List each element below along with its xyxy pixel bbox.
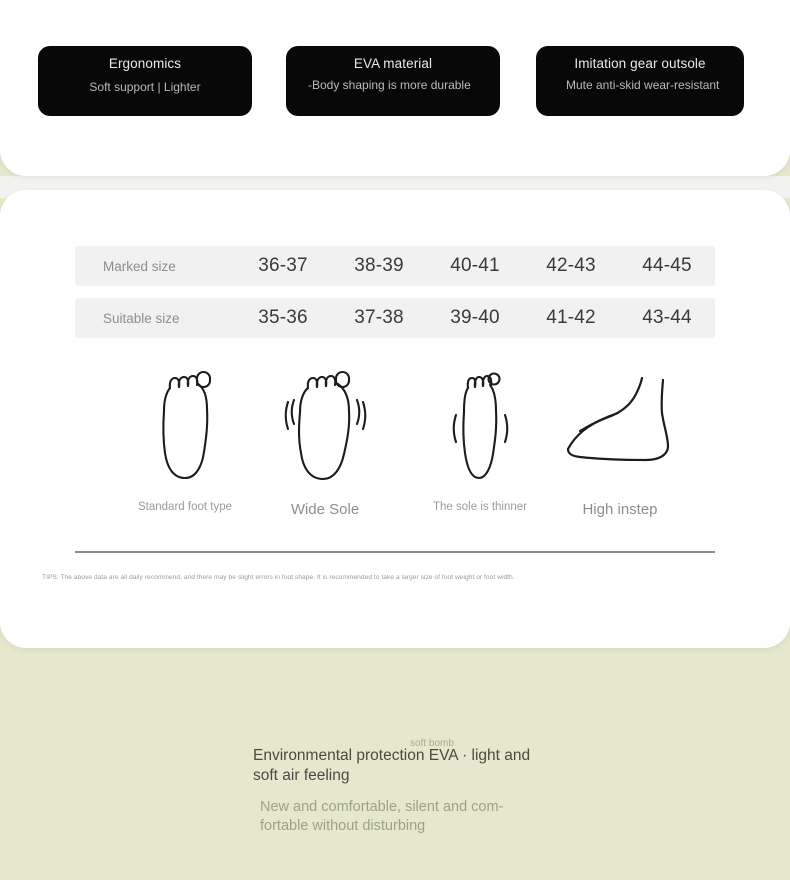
- size-row-label: Marked size: [103, 258, 176, 274]
- feature-card-title: Imitation gear outsole: [574, 56, 706, 71]
- section-divider: [75, 551, 715, 553]
- feature-card-title: Ergonomics: [108, 56, 182, 71]
- feature-card-ergonomics[interactable]: [38, 46, 252, 116]
- foot-type-high-instep: [540, 365, 700, 518]
- size-row-values: [235, 255, 715, 277]
- table-row: [75, 298, 715, 338]
- size-cell: 44-45: [642, 255, 692, 276]
- top-feature-panel: [0, 0, 790, 176]
- size-chart-panel: [0, 190, 790, 648]
- feature-card-title: EVA material: [353, 56, 433, 71]
- size-row-label: Suitable size: [103, 310, 180, 326]
- foot-type-wide-sole: [245, 365, 405, 518]
- tips-text: TIPS: The above data are all daily recommend, and there may be slight errors in foot shape. It is recommended to take a larger size of foot weight or foot width.: [42, 574, 515, 581]
- size-cell: 43-44: [642, 307, 692, 328]
- size-cell: 35-36: [258, 307, 308, 328]
- foot-type-thin-sole: [400, 365, 560, 513]
- feature-card-imitation-gear-outsole[interactable]: [536, 46, 744, 116]
- size-table: [75, 246, 715, 338]
- table-row: [75, 246, 715, 286]
- eva-promo-heading: Environmental protection EVA · light and soft air feeling: [253, 747, 531, 784]
- foot-side-profile-icon: [540, 365, 700, 485]
- foot-type-standard: [105, 365, 265, 513]
- footprint-thin-icon: [400, 365, 560, 485]
- size-cell: 37-38: [354, 307, 404, 328]
- size-cell: 41-42: [546, 307, 596, 328]
- size-cell: 39-40: [450, 307, 500, 328]
- foot-type-row: [70, 365, 720, 535]
- size-row-values: [235, 307, 715, 329]
- size-cell: 42-43: [546, 255, 596, 276]
- feature-card-subtitle: Soft support | Lighter: [89, 80, 201, 94]
- soft-bomb-badge: soft bomb: [410, 738, 454, 749]
- eva-promo-subheading: New and comfortable, silent and com-fortable without disturbing: [260, 799, 504, 834]
- footprint-wide-icon: [245, 365, 405, 485]
- foot-type-caption: Standard foot type: [138, 501, 232, 513]
- foot-type-caption: Wide Sole: [290, 501, 360, 518]
- feature-card-subtitle: Mute anti-skid wear-resistant: [566, 78, 720, 92]
- size-cell: 40-41: [450, 255, 500, 276]
- footprint-standard-icon: [105, 365, 265, 485]
- size-cell: 38-39: [354, 255, 404, 276]
- feature-card-subtitle: -Body shaping is more durable: [308, 78, 471, 92]
- size-cell: 36-37: [258, 255, 308, 276]
- foot-type-caption: The sole is thinner: [433, 501, 527, 513]
- foot-type-caption: High instep: [582, 501, 658, 518]
- feature-card-row: [0, 46, 790, 116]
- feature-card-eva-material[interactable]: [286, 46, 500, 116]
